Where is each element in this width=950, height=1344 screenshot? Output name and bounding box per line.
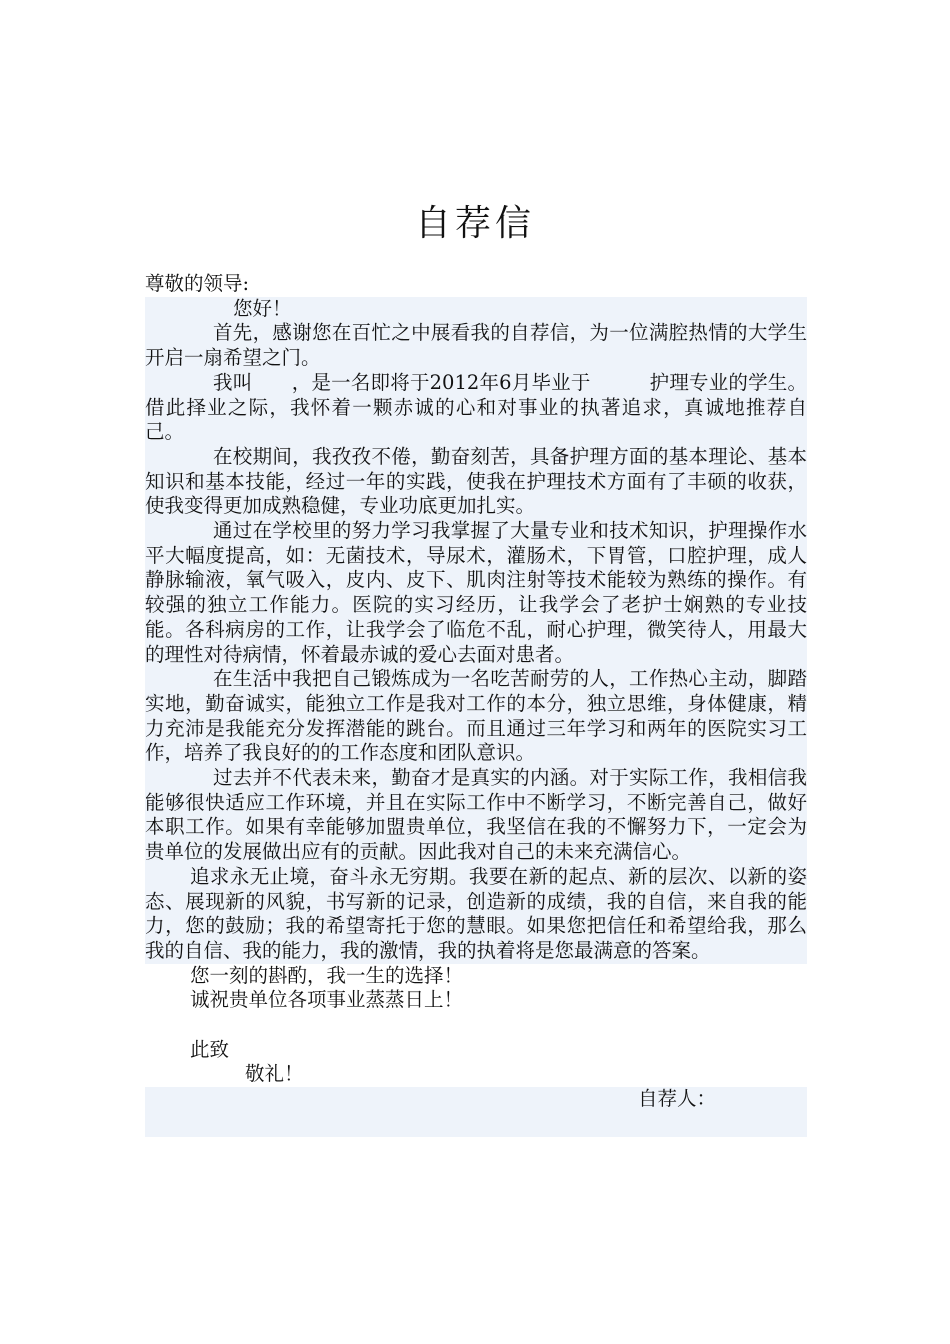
wish-line: 诚祝贵单位各项事业蒸蒸日上！ xyxy=(190,988,464,1012)
greeting: 您好！ xyxy=(233,296,292,320)
paragraph-pursuit: 追求永无止境，奋斗永无穷期。我要在新的起点、新的层次、以新的姿态、展现新的风貌，书写新的记录，创造新的成绩，我的自信，来自我的能力，您的鼓励；我的希望寄托于您的慧眼。如果您把信任和希望给我，那么我的自信、我的能力，我的激情，我的执着将是您最满意的答案。 xyxy=(145,864,807,962)
paragraph-life: 在生活中我把自己锻炼成为一名吃苦耐劳的人，工作热心主动，脚踏实地，勤奋诚实，能独立工作是我对工作的本分，独立思维，身体健康，精力充沛是我能充分发挥潜能的跳台。而且通过三年学习和两年的医院实习工作，培养了我良好的的工作态度和团队意识。 xyxy=(145,667,807,765)
letter-body xyxy=(145,272,807,1137)
thanks-line: 您一刻的斟酌，我一生的选择！ xyxy=(190,963,464,987)
paragraph-intro: 首先，感谢您在百忙之中展看我的自荐信，为一位满腔热情的大学生开启一扇希望之门。 xyxy=(145,321,807,370)
paragraph-school: 在校期间，我孜孜不倦，勤奋刻苦，具备护理方面的基本理论、基本知识和基本技能，经过一年的实践，使我在护理技术方面有了丰硕的收获，使我变得更加成熟稳健，专业功底更加扎实。 xyxy=(145,444,807,518)
signer-label: 自荐人： xyxy=(638,1087,717,1111)
blank-line xyxy=(145,1013,807,1038)
paragraph-skills: 通过在学校里的努力学习我掌握了大量专业和技术知识，护理操作水平大幅度提高，如：无菌技术，导尿术，灌肠术，下胃管，口腔护理，成人静脉输液，氧气吸入，皮内、皮下、肌肉注射等技术能较为熟练的操作。有较强的独立工作能力。医院的实习经历，让我学会了老护士娴熟的专业技能。各科病房的工作，让我学会了临危不乱，耐心护理，微笑待人，用最大的理性对待病情，怀着最赤诚的爱心去面对患者。 xyxy=(145,519,807,666)
respect: 敬礼！ xyxy=(245,1062,304,1086)
letter-title: 自荐信 xyxy=(414,203,535,244)
closing: 此致 xyxy=(190,1037,230,1061)
shaded-body xyxy=(145,297,807,964)
paragraph-future: 过去并不代表未来，勤奋才是真实的内涵。对于实际工作，我相信我能够很快适应工作环境，并且在实际工作中不断学习，不断完善自己，做好本职工作。如果有幸能够加盟贵单位，我坚信在我的不懈努力下，一定会为贵单位的发展做出应有的贡献。因此我对自己的未来充满信心。 xyxy=(145,766,807,864)
signature-area xyxy=(145,1087,807,1137)
paragraph-self-intro: 我叫 ，是一名即将于2012年6月毕业于 护理专业的学生。借此择业之际，我怀着一颗赤诚的心和对事业的执著追求，真诚地推荐自己。 xyxy=(145,370,807,444)
salutation: 尊敬的领导: xyxy=(145,272,250,295)
